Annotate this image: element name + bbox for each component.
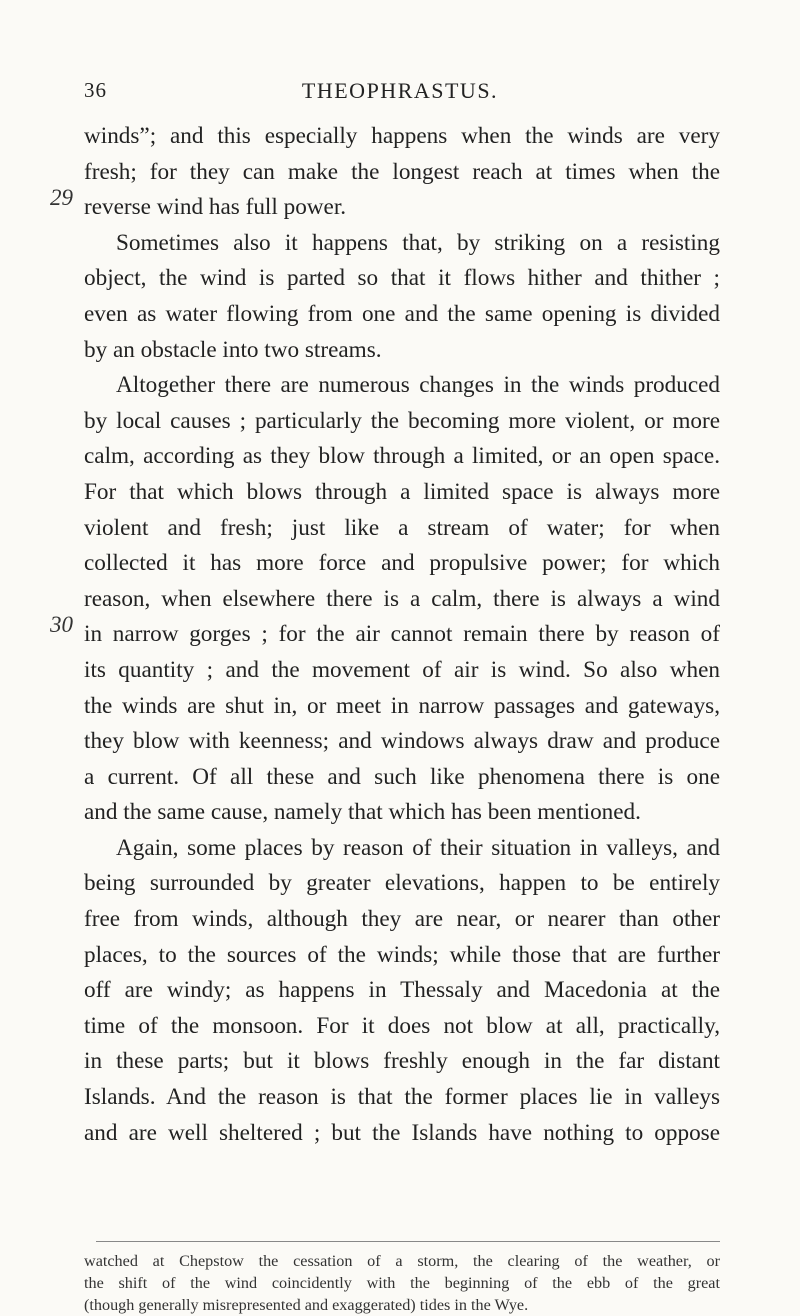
text-line: reason, when elsewhere there is a calm, there is always a wind [84, 585, 720, 612]
text-line: object, the wind is parted so that it flows hither and thither ; [84, 265, 720, 292]
text-line: and are well sheltered ; but the Islands have nothing to oppose [84, 1119, 720, 1146]
text-line: off are windy; as happens in Thessaly and Macedonia at the [84, 977, 720, 1004]
text-line: in narrow gorges ; for the air cannot remain there by reason of [84, 621, 720, 648]
page-number: 36 [84, 78, 107, 102]
text-line: collected it has more force and propulsive power; for which [84, 550, 720, 577]
text-line: a current. Of all these and such like phenomena there is one [84, 763, 720, 790]
text-line: they blow with keenness; and windows always draw and produce [84, 728, 720, 755]
text-line: even as water flowing from one and the same opening is divided [84, 300, 720, 327]
footnote [84, 1250, 720, 1316]
text-line: in these parts; but it blows freshly enough in the far distant [84, 1048, 720, 1075]
text-line: places, to the sources of the winds; while those that are further [84, 941, 720, 968]
footnote-line: watched at Chepstow the cessation of a storm, the clearing of the weather, or [84, 1252, 720, 1270]
text-line: Altogether there are numerous changes in the winds produced [116, 372, 720, 399]
footnote-line: the shift of the wind coincidently with the beginning of the ebb of the great [84, 1274, 720, 1292]
text-line: For that which blows through a limited space is always more [84, 478, 720, 505]
footnote-divider [96, 1241, 720, 1242]
section-number-30: 30 [50, 612, 73, 637]
text-line: the winds are shut in, or meet in narrow passages and gateways, [84, 692, 720, 719]
text-line: being surrounded by greater elevations, happen to be entirely [84, 870, 720, 897]
text-line: free from winds, although they are near, or nearer than other [84, 906, 720, 933]
footnote-line: (though generally misrepresented and exaggerated) tides in the Wye. [84, 1296, 529, 1314]
text-line: fresh; for they can make the longest reach at times when the [84, 158, 720, 185]
section-number-29: 29 [50, 185, 73, 210]
text-line: by an obstacle into two streams. [84, 336, 382, 363]
text-line: violent and fresh; just like a stream of water; for when [84, 514, 720, 541]
text-line: by local causes ; particularly the becoming more violent, or more [84, 407, 720, 434]
text-line: its quantity ; and the movement of air is wind. So also when [84, 656, 720, 683]
running-title: THEOPHRASTUS. [301, 78, 499, 103]
text-line: Sometimes also it happens that, by striking on a resisting [116, 229, 720, 256]
text-line: reverse wind has full power. [84, 194, 347, 221]
text-line: winds”; and this especially happens when the winds are very [84, 123, 720, 149]
body-text [84, 119, 720, 1151]
text-line: and the same cause, namely that which has been mentioned. [84, 799, 641, 826]
text-line: calm, according as they blow through a limited, or an open space. [84, 443, 720, 470]
text-line: Again, some places by reason of their situation in valleys, and [116, 834, 720, 861]
text-line: Islands. And the reason is that the former places lie in valleys [84, 1084, 720, 1111]
text-line: time of the monsoon. For it does not blow at all, practically, [84, 1012, 720, 1039]
